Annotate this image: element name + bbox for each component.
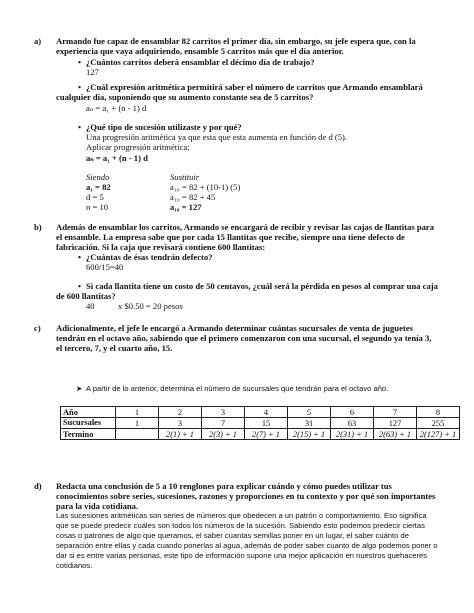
table-cell: 2(15) + 1 <box>288 429 331 440</box>
row-label-term: Termino <box>61 429 116 440</box>
answer-b1: 600/15=40 <box>86 262 124 272</box>
conclusion-line-6: cotidianos. <box>56 561 93 570</box>
table-cell: 31 <box>288 418 331 429</box>
conclusion-line-3: cosas o patrones de algo que queramos, el saber cuantas semillas poner en un lugar, el saber cuánto de <box>56 531 409 540</box>
answer-a3-line-2: Aplicar progresión aritmética; <box>86 142 190 152</box>
section-a-prompt-line-1: Armando fue capaz de ensamblar 82 carritos el primer día, sin embargo, su jefe espera que, con la <box>56 36 416 46</box>
table-cell: 2(31) + 1 <box>331 429 374 440</box>
answer-b2-right: x $0.50 = 20 pesos <box>118 301 183 311</box>
table-cell: 63 <box>331 418 374 429</box>
section-b-prompt-line-2: el ensamble. La empresa sabe que por cada 15 llantitas que recibe, siempre una tiene defecto de <box>56 232 405 242</box>
table-cell: 2(1) + 1 <box>159 429 202 440</box>
table-cell: 7 <box>202 418 245 429</box>
siendo-label: Siendo <box>86 172 110 182</box>
row-label-branches: Sucursales <box>61 418 116 429</box>
bullet-icon: • <box>78 122 82 132</box>
conclusion-line-1: Las sucesiones aritméticas son series de números que obedecen a un patrón o comportamiento. Eso significa <box>56 511 427 520</box>
table-cell: 5 <box>288 407 331 418</box>
section-b-prompt-line-3: fabricación. Si la caja que revisará contiene 600 llantitas: <box>56 242 266 252</box>
table-row <box>61 418 460 429</box>
sustituir-label: Sustituir <box>170 172 200 182</box>
bullet-icon: • <box>78 82 82 92</box>
question-a2-line-2: cualquier día, suponiendo que su aumento constante sea de 5 carritos? <box>56 92 314 102</box>
table-cell: 2(3) + 1 <box>202 429 245 440</box>
siendo-value-3: n = 10 <box>86 202 109 212</box>
question-b1: ¿Cuántas de ésas tendrán defecto? <box>86 252 213 262</box>
question-a1: ¿Cuántos carritos deberá ensamblar el décimo día de trabajo? <box>86 57 315 67</box>
question-b2-line-2: de 600 llantitas? <box>56 291 116 301</box>
conclusion-line-2: que se puede predecir cuáles son todos los números de la sucesión. Sabiendo esto podemos predecir ciertas <box>56 521 425 530</box>
section-c-label: c) <box>34 323 41 333</box>
table-cell: 15 <box>245 418 288 429</box>
section-d-prompt-line-1: Redacta una conclusión de 5 a 10 renglones para explicar cuándo y cómo puedes utilizar tus <box>56 481 392 491</box>
table-cell: 1 <box>116 418 159 429</box>
table-cell: 7 <box>374 407 417 418</box>
conclusion-line-5: dar si es entre varias personas, este tipo de información supone una mejor aplicación en nuestros quehaceres <box>56 551 428 560</box>
bullet-icon: • <box>78 57 82 67</box>
section-c-instruction: A partir de lo anterior, determina el número de sucursales que tendrán para el octavo año. <box>86 384 389 393</box>
table-cell: 2(127) + 1 <box>417 429 460 440</box>
section-d-prompt-line-2: conocimientos sobre series, sucesiones, razones y proporciones en tu contexto y por qué son importantes <box>56 491 436 501</box>
section-d-label: d) <box>34 481 42 491</box>
sustituir-value-3: a₁₀ = 127 <box>170 202 202 212</box>
table-cell: 3 <box>159 418 202 429</box>
sustituir-value-2: a₁₀ = 82 + 45 <box>170 192 216 202</box>
sustituir-value-1: a₁₀ = 82 + (10-1) (5) <box>170 182 241 192</box>
answer-a2: aₙ = a₁ + (n - 1) d <box>86 103 147 113</box>
answer-a3-line-1: Una progresión aritmética ya que esta que esta aumenta en función de d (5). <box>86 132 348 142</box>
table-row <box>61 407 460 418</box>
bullet-icon: • <box>78 281 82 291</box>
section-a-prompt-line-2: experiencia que vaya adquiriendo, ensamble 5 carritos más que el día anterior. <box>56 46 344 56</box>
siendo-value-1: a₁ = 82 <box>86 182 111 192</box>
section-c-prompt-line-1: Adicionalmente, el jefe le encargó a Armando determinar cuántas sucursales de venta de juguetes <box>56 323 413 333</box>
table-row <box>61 429 460 440</box>
table-cell: 2(63) + 1 <box>374 429 417 440</box>
answer-b2-left: 40 <box>86 301 95 311</box>
question-b2-line-1: Si cada llantita tiene un costo de 50 centavos, ¿cuál será la pérdida en pesos al comprar una caja <box>86 281 438 291</box>
conclusion-line-4: separación entre ellas y cada cuando ponerlas al agua, además de poder saber cuanto de algo podemos poner o <box>56 541 438 550</box>
table-cell: 4 <box>245 407 288 418</box>
row-label-year: Año <box>61 407 116 418</box>
section-d-prompt-line-3: para la vida cotidiana. <box>56 501 139 511</box>
table-cell: 1 <box>116 407 159 418</box>
section-c-prompt-line-2: tendrán en el octavo año, sabiendo que el primero comenzaron con una sucursal, el segundo ya tenía 3, <box>56 333 432 343</box>
question-a3: ¿Qué tipo de sucesión utilizaste y por qué? <box>86 122 242 132</box>
table-cell: 2 <box>159 407 202 418</box>
table-cell: 127 <box>374 418 417 429</box>
table-cell: 6 <box>331 407 374 418</box>
section-a-label: a) <box>34 36 42 46</box>
bullet-icon: • <box>78 252 82 262</box>
table-cell: 3 <box>202 407 245 418</box>
section-b-label: b) <box>34 222 42 232</box>
question-a2-line-1: ¿Cuál expresión aritmética permitirá saber el número de carritos que Armando ensamblará <box>86 82 423 92</box>
siendo-value-2: d = 5 <box>86 192 104 202</box>
table-cell: 2(7) + 1 <box>245 429 288 440</box>
arrow-icon: ➤ <box>76 384 83 393</box>
table-cell: 255 <box>417 418 460 429</box>
section-c-prompt-line-3: el tercero, 7, y el cuarto año, 15. <box>56 343 173 353</box>
formula: aₙ = a₁ + (n - 1) d <box>86 153 148 163</box>
sequence-table <box>60 406 460 440</box>
section-b-prompt-line-1: Además de ensamblar los carritos, Armando se encargará de recibir y revisar las cajas de llantitas para <box>56 222 435 232</box>
answer-a1: 127 <box>86 67 99 77</box>
table-cell <box>116 429 159 440</box>
table-cell: 8 <box>417 407 460 418</box>
